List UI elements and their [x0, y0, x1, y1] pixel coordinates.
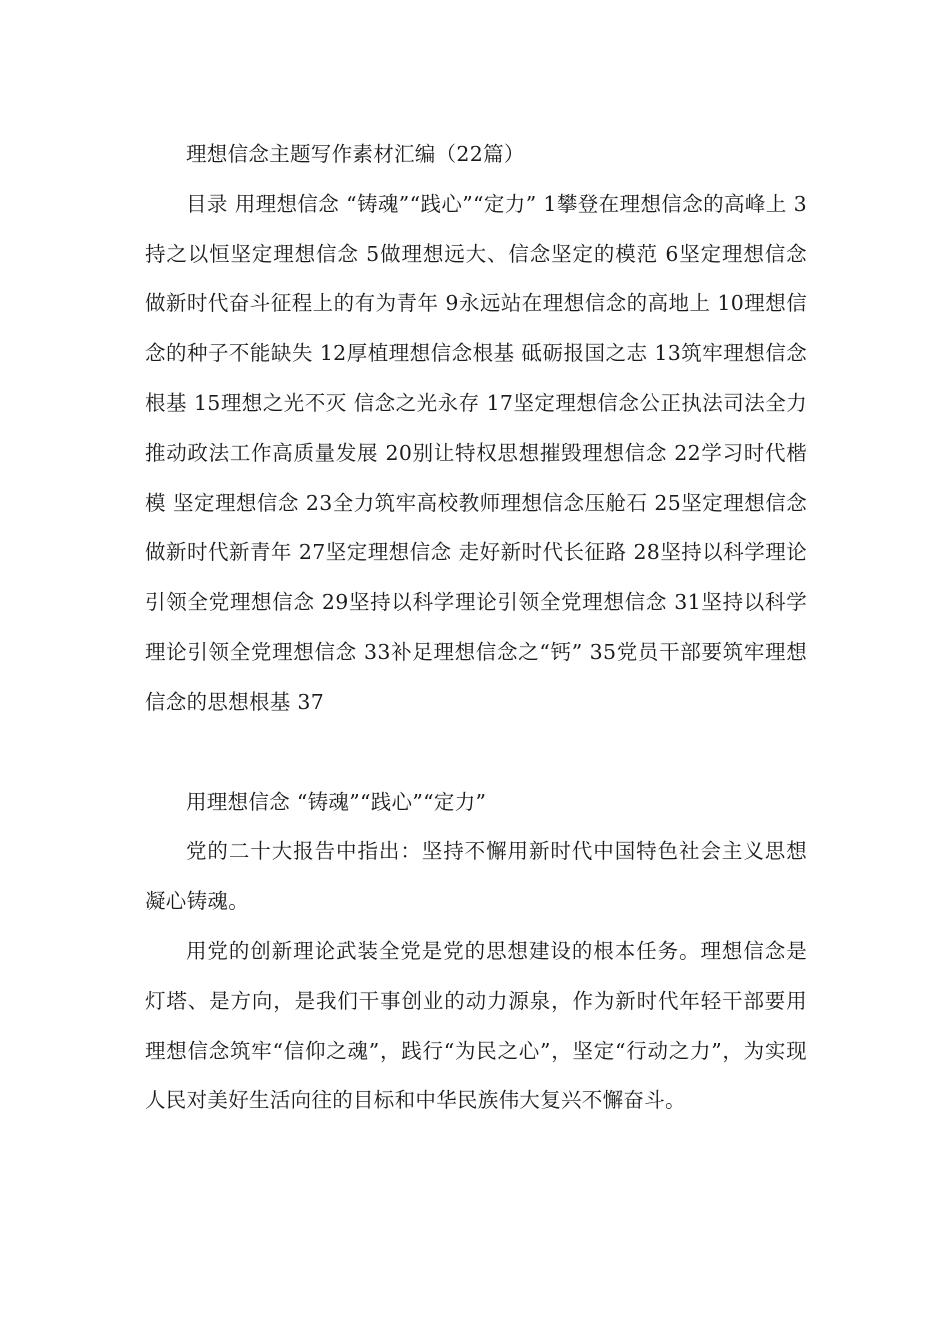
- section-title: 用理想信念 “铸魂”“践心”“定力”: [186, 789, 487, 814]
- body-paragraph: 党的二十大报告中指出：坚持不懈用新时代中国特色社会主义思想凝心铸魂。: [145, 839, 807, 914]
- document-title: 理想信念主题写作素材汇编（22篇）: [186, 142, 525, 166]
- table-of-contents: 目录 用理想信念 “铸魂”“践心”“定力” 1攀登在理想信念的高峰上 3持之以恒坚定理想信念 5做理想远大、信念坚定的模范 6坚定理想信念 做新时代奋斗征程上的有为青年 9永远站在理想信念的高地上 10理想信念的种子不能缺失 12厚植理想信念根基 砥砺报国之志 13筑牢理想信念根基 15理想之光不灭 信念之光永存 17坚定理想信念公正执法司法全力推动政法工作高质量发展 20别让特权思想摧毁理想信念 22学习时代楷模 坚定理想信念 23全力筑牢高校教师理想信念压舱石 25坚定理想信念 做新时代新青年 27坚定理想信念 走好新时代长征路 28坚持以科学理论引领全党理想信念 29坚持以科学理论引领全党理想信念 31坚持以科学理论引领全党理想信念 33补足理想信念之“钙” 35党员干部要筑牢理想信念的思想根基 37: [145, 191, 807, 714]
- section-spacer: [145, 728, 807, 778]
- document-body: [145, 130, 807, 1126]
- body-paragraph: 用党的创新理论武装全党是党的思想建设的根本任务。理想信念是灯塔、是方向，是我们干事创业的动力源泉，作为新时代年轻干部要用理想信念筑牢“信仰之魂”，践行“为民之心”，坚定“行动之力”，为实现人民对美好生活向往的目标和中华民族伟大复兴不懈奋斗。: [145, 938, 807, 1113]
